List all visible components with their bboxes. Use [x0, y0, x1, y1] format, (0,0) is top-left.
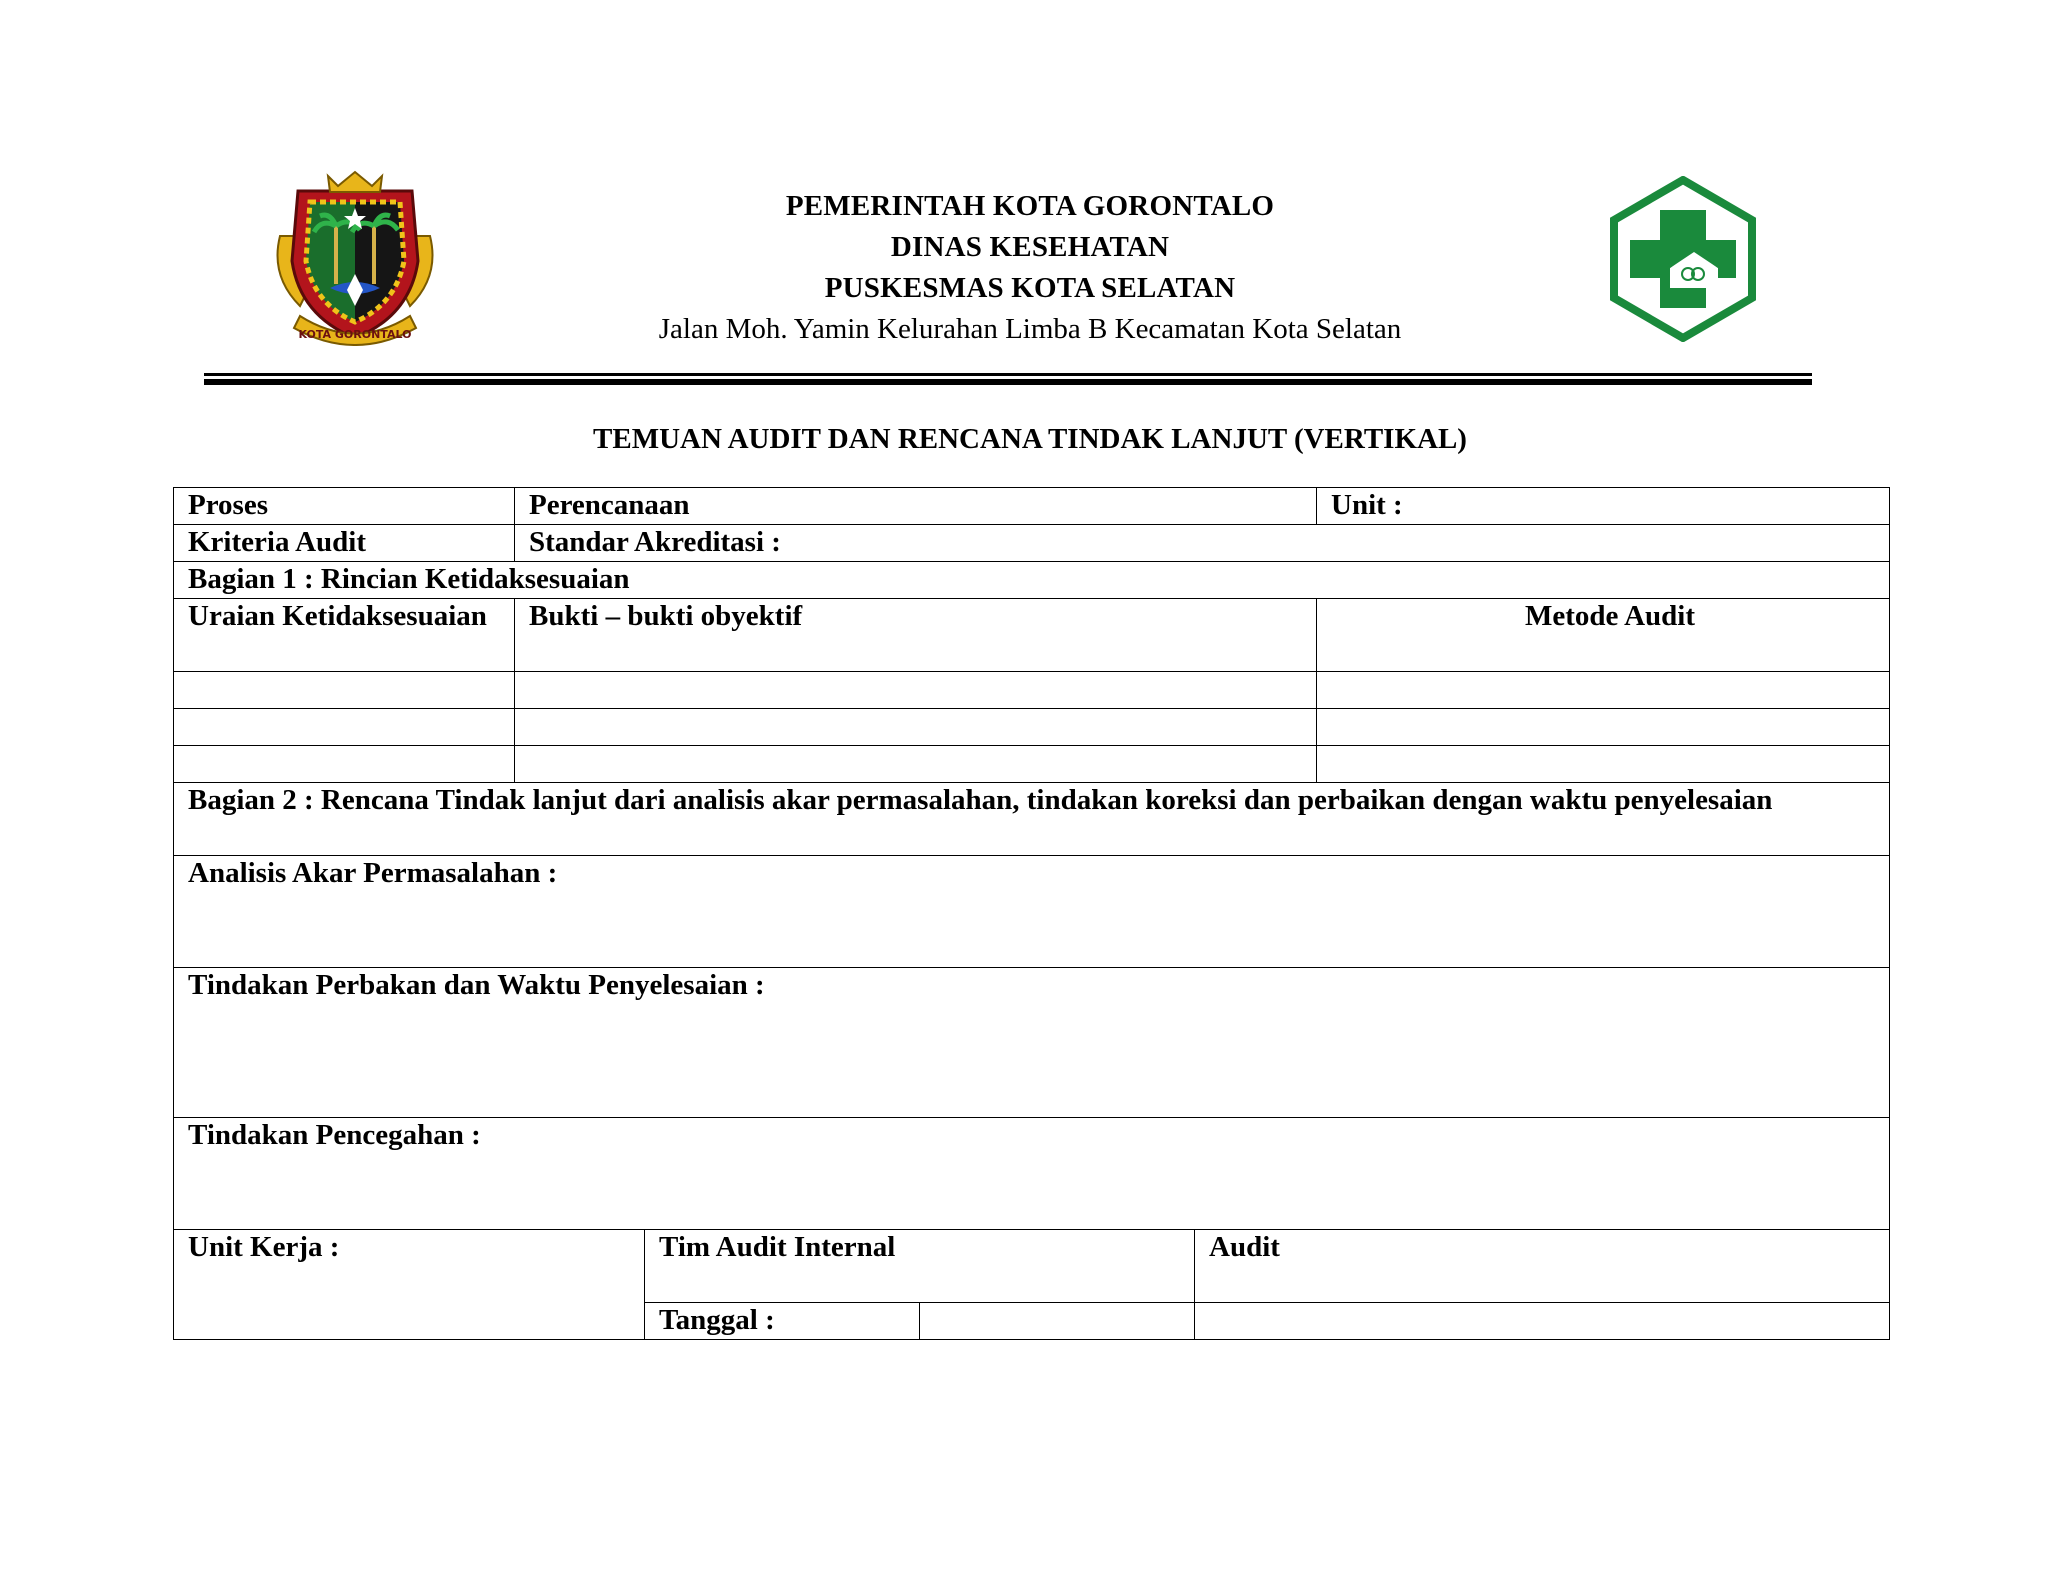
uraian-cell[interactable]	[174, 709, 515, 746]
row-analisis	[174, 856, 1890, 968]
row-column-headers	[174, 599, 1890, 672]
row-tindakan-perbaikan	[174, 968, 1890, 1118]
uraian-cell[interactable]	[174, 672, 515, 709]
row-kriteria	[174, 525, 1890, 562]
col-header-metode: Metode Audit	[1317, 599, 1890, 672]
tim-audit-internal-field[interactable]: Tim Audit Internal	[645, 1230, 1195, 1303]
institution-name: PUSKESMAS KOTA SELATAN	[824, 272, 1236, 304]
col-header-bukti: Bukti – bukti obyektif	[515, 599, 1317, 672]
tanggal-label: Tanggal :	[645, 1303, 920, 1340]
tindakan-pencegahan-field[interactable]: Tindakan Pencegahan :	[174, 1118, 1890, 1230]
proses-label: Proses	[174, 488, 515, 525]
audit-form-table	[173, 487, 1890, 1230]
header-divider-thin	[204, 373, 1812, 376]
tanggal-value-field[interactable]	[920, 1303, 1195, 1340]
standar-akreditasi-field[interactable]: Standar Akreditasi :	[515, 525, 1890, 562]
crest-ribbon-text: KOTA GORONTALO	[298, 328, 412, 341]
row-bagian1	[174, 562, 1890, 599]
table-row	[174, 746, 1890, 783]
signature-row	[174, 1230, 1890, 1303]
col-header-uraian: Uraian Ketidaksesuaian	[174, 599, 515, 672]
analisis-akar-field[interactable]: Analisis Akar Permasalahan :	[174, 856, 1890, 968]
table-row	[174, 672, 1890, 709]
metode-cell[interactable]	[1317, 672, 1890, 709]
row-tindakan-pencegahan	[174, 1118, 1890, 1230]
proses-value: Perencanaan	[515, 488, 1317, 525]
bukti-cell[interactable]	[515, 709, 1317, 746]
header-divider-thick	[204, 379, 1812, 385]
bukti-cell[interactable]	[515, 672, 1317, 709]
section-2-heading: Bagian 2 : Rencana Tindak lanjut dari analisis akar permasalahan, tindakan koreksi dan perbaikan dengan waktu penyelesaian	[174, 783, 1890, 856]
table-row	[174, 709, 1890, 746]
unit-kerja-field[interactable]: Unit Kerja :	[174, 1230, 645, 1340]
puskesmas-logo-icon	[1608, 176, 1758, 342]
tindakan-perbaikan-field[interactable]: Tindakan Perbakan dan Waktu Penyelesaian :	[174, 968, 1890, 1118]
government-name: PEMERINTAH KOTA GORONTALO	[785, 190, 1275, 222]
kriteria-label: Kriteria Audit	[174, 525, 515, 562]
metode-cell[interactable]	[1317, 746, 1890, 783]
signature-table	[173, 1229, 1890, 1340]
audit-date-field[interactable]	[1195, 1303, 1890, 1340]
row-bagian2	[174, 783, 1890, 856]
letterhead	[560, 186, 1500, 350]
bukti-cell[interactable]	[515, 746, 1317, 783]
document-title: TEMUAN AUDIT DAN RENCANA TINDAK LANJUT (VERTIKAL)	[593, 423, 1467, 455]
institution-address: Jalan Moh. Yamin Kelurahan Limba B Kecamatan Kota Selatan	[658, 313, 1402, 345]
department-name: DINAS KESEHATAN	[890, 231, 1170, 263]
uraian-cell[interactable]	[174, 746, 515, 783]
kota-gorontalo-crest-icon	[270, 166, 440, 346]
audit-field[interactable]: Audit	[1195, 1230, 1890, 1303]
unit-field[interactable]: Unit :	[1317, 488, 1890, 525]
section-1-heading: Bagian 1 : Rincian Ketidaksesuaian	[174, 562, 1890, 599]
metode-cell[interactable]	[1317, 709, 1890, 746]
row-proses	[174, 488, 1890, 525]
